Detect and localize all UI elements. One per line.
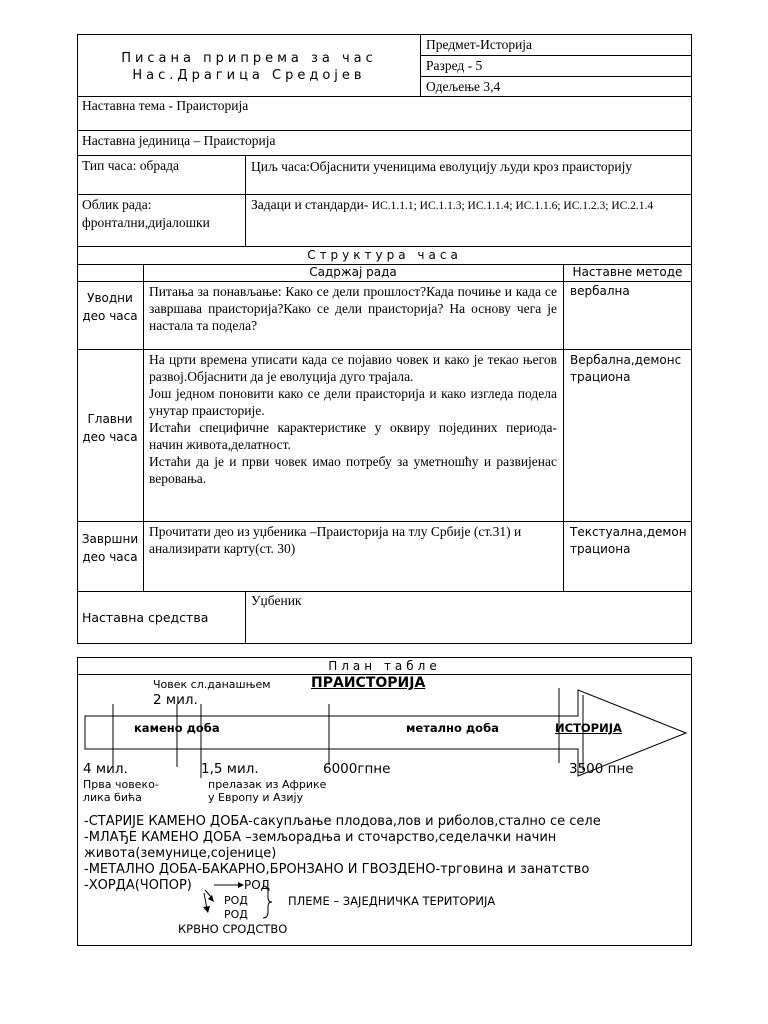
title-line-1: Писана припрема за час — [121, 51, 377, 66]
prehistory-heading: ПРАИСТОРИЈА — [311, 675, 426, 691]
unit-field: Наставна јединица – Праисторија — [82, 133, 276, 148]
goal-text: Објаснити ученицима еволуцију људи кроз праисторију — [309, 159, 633, 174]
topic-field: Наставна тема - Праисторија — [82, 98, 249, 113]
tick-label-4mil: 4 мил. — [83, 761, 128, 777]
subject-field: Предмет-Историја — [426, 37, 533, 52]
goal-label: Циљ часа: — [251, 159, 310, 174]
stone-age-label: камено доба — [134, 721, 220, 735]
main-content-1: На црти времена уписати када се појавио човек и како је текао његов развој.Објаснити да је еволуција дуго трајала. — [149, 352, 557, 384]
intro-methods: вербална — [570, 284, 630, 298]
tick-label-6000: 6000гпне — [323, 761, 391, 777]
first-humans-line-2: лика бића — [83, 791, 142, 804]
first-humans-label — [83, 778, 159, 804]
history-label: ИСТОРИЈА — [555, 721, 622, 735]
note-horde: -ХОРДА(ЧОПОР) — [84, 878, 192, 893]
migration-line-2: у Европу и Азију — [208, 791, 304, 804]
metal-age-label: метално доба — [406, 721, 499, 735]
intro-label: Уводни део часа — [82, 291, 138, 323]
note-paleolithic: -СТАРИЈЕ КАМЕНО ДОБА-сакупљање плодова,лов и риболов,стално се селе — [84, 814, 601, 829]
note-metal-age: -МЕТАЛНО ДОБА-БАКАРНО,БРОНЗАНО И ГВОЗДЕНО-трговина и занатство — [84, 862, 590, 877]
clan-label-2: РОД — [224, 894, 248, 907]
clan-label-3: РОД — [224, 908, 248, 921]
main-label: Главни део часа — [82, 412, 138, 444]
work-form-label: Облик рада: — [82, 197, 152, 212]
blood-kinship-label: КРВНО СРОДСТВО — [178, 922, 288, 936]
note-neolithic: -МЛАЂЕ КАМЕНО ДОБА –земљорадња и сточарство,седелачки начин — [84, 830, 557, 845]
migration-label — [208, 778, 326, 804]
first-humans-line-1: Прва човеко- — [83, 778, 159, 791]
standards-codes: ИС.1.1.1; ИС.1.1.3; ИС.1.1.4; ИС.1.1.6; ИС.1.2.3; ИС.2.1.4 — [371, 200, 654, 212]
two-million-label: 2 мил. — [153, 692, 198, 708]
migration-line-1: прелазак из Африке — [208, 778, 327, 791]
standards-label: Задаци и стандарди- — [251, 197, 369, 212]
means-value: Уџбеник — [251, 593, 302, 608]
main-content-2: Још једном поновити како се дели праисторија и како изгледа подела унутар праисторије. — [149, 386, 557, 418]
lesson-type-field: Тип часа: обрада — [82, 158, 180, 173]
main-content-4: Истаћи да је и први човек имао потребу за уметношћу и развијенас веровања. — [149, 454, 557, 486]
final-methods: Текстуална,демонтрациона — [570, 525, 687, 556]
main-methods: Вербална,демонстрациона — [570, 353, 682, 384]
work-form-value: фронтални,дијалошки — [82, 215, 210, 230]
board-notes — [84, 814, 684, 894]
man-today-label: Човек сл.данашњем — [153, 678, 271, 691]
clan-label-1: РОД — [244, 878, 271, 892]
title-line-2: Нас.Драгица Средојев — [132, 68, 366, 83]
means-label: Наставна средства — [82, 610, 209, 625]
final-content: Прочитати део из уџбеника –Праисторија на тлу Србије (ст.31) и анализирати карту(ст. 30) — [149, 524, 522, 556]
tribe-label: ПЛЕМЕ – ЗАЈЕДНИЧКА ТЕРИТОРИЈА — [288, 894, 496, 908]
note-neolithic-cont: живота(земунице,сојенице) — [84, 846, 277, 861]
methods-column-header: Наставне методе — [572, 265, 683, 279]
classes-field: Одељење 3,4 — [426, 79, 501, 94]
clan-arrowhead-1 — [208, 895, 214, 902]
clan-arrowhead-2 — [203, 906, 210, 913]
board-title: План табле — [328, 659, 441, 673]
final-label: Завршни део часа — [81, 532, 139, 564]
grade-field: Разред - 5 — [426, 58, 483, 73]
intro-content: Питања за понављање: Како се дели прошлост?Када почиње и када се завршава праисторија?Како се дели праисторија? На основу чега је настала та подела? — [149, 284, 557, 333]
tick-label-1-5mil: 1,5 мил. — [201, 761, 259, 777]
content-column-header: Садржај рада — [309, 265, 397, 279]
structure-title: Структура часа — [307, 248, 462, 262]
main-content-3: Истаћи специфичне карактеристике у оквиру појединих периода-начин живота,делатност. — [149, 420, 557, 452]
tick-label-3500: 3500 пне — [569, 761, 634, 777]
